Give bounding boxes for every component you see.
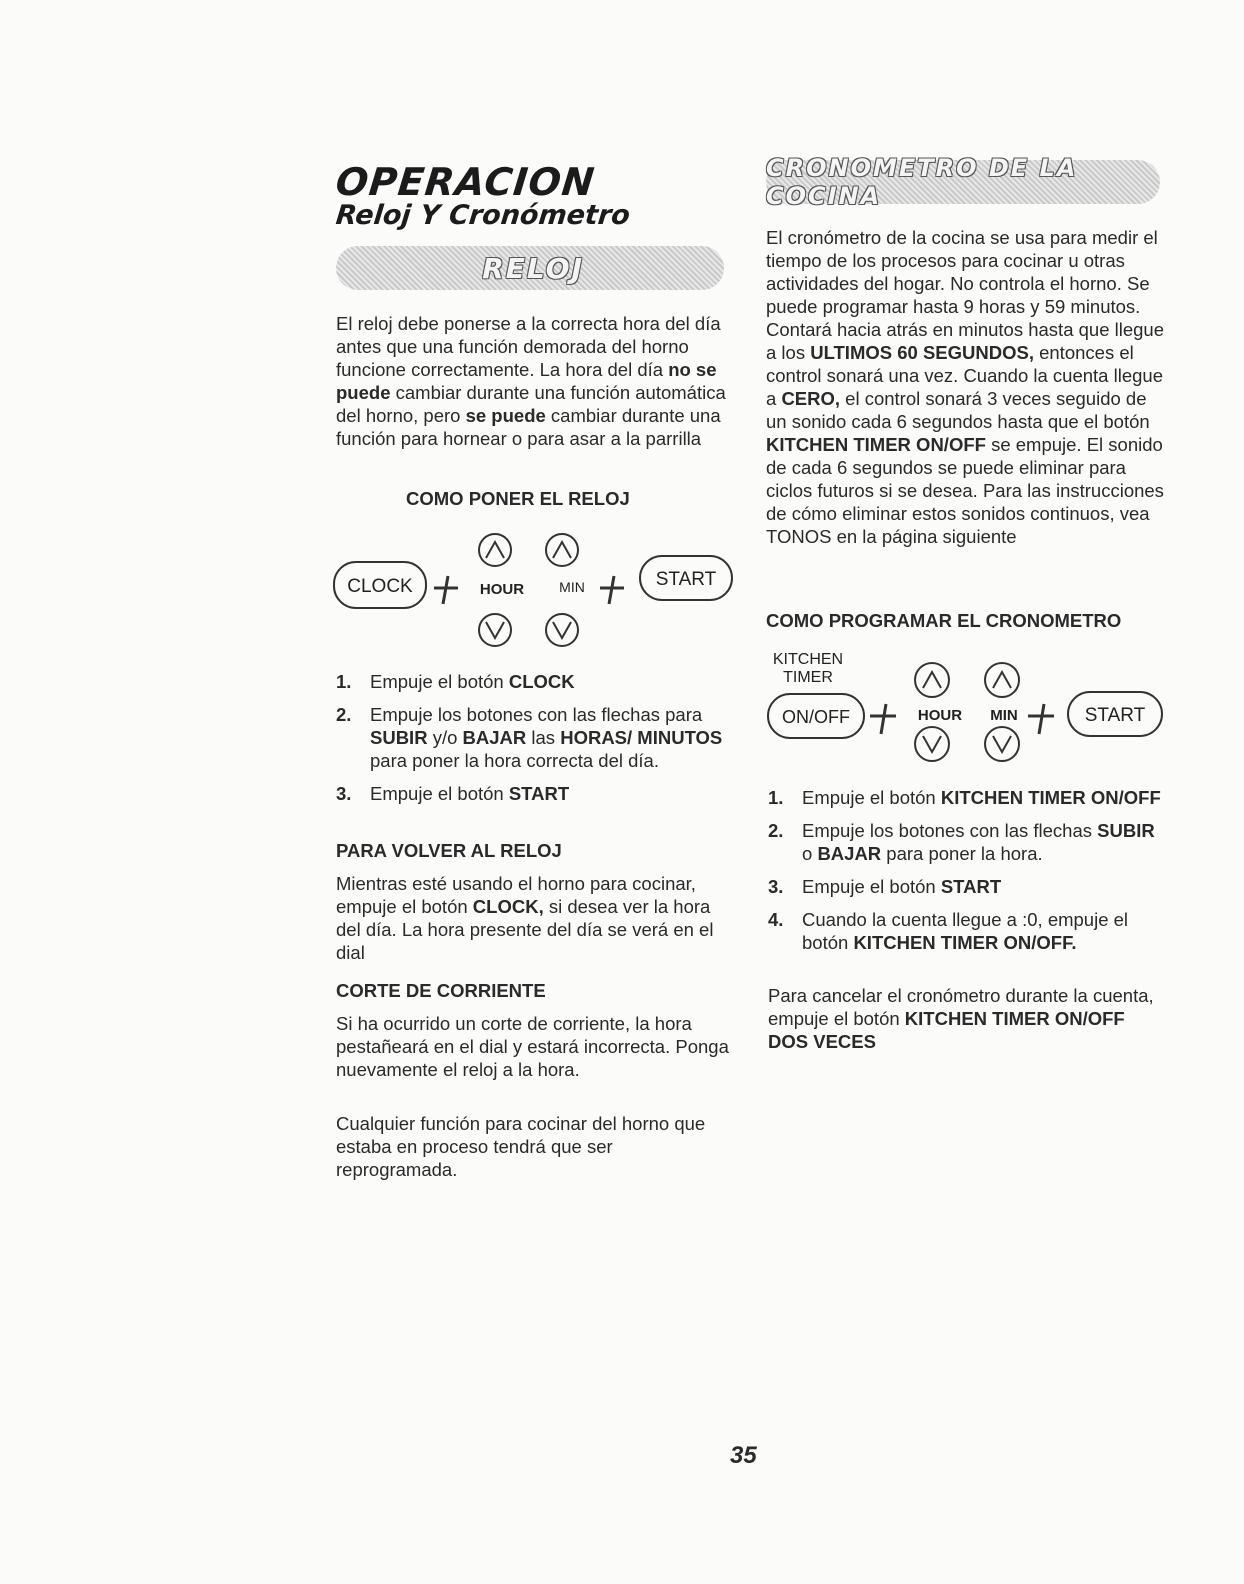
emphasis: BAJAR xyxy=(817,843,882,864)
list-item xyxy=(768,786,1168,809)
plus-icon xyxy=(434,576,458,604)
min-label: MIN xyxy=(559,579,585,595)
section-banner-reloj xyxy=(336,246,724,290)
emphasis: HORAS/ MINUTOS xyxy=(560,727,723,748)
text: las xyxy=(526,727,561,748)
text: Empuje el botón xyxy=(370,671,509,692)
clock-button[interactable] xyxy=(334,562,426,608)
text: se empuje. El sonido de cada 6 segundos se puede eliminar para ciclos futuros si se desea. Para las instrucciones de cómo eliminar estos sonidos continuos, vea TONOS en la página siguiente xyxy=(766,434,1164,547)
timer-keypad-diagram xyxy=(760,644,1166,768)
plus-icon xyxy=(600,576,624,604)
text: el control sonará 3 veces seguido de un sonido cada 6 segundos hasta que el botón xyxy=(766,388,1150,432)
emphasis: no se puede xyxy=(336,359,717,403)
section-heading-power: CORTE DE CORRIENTE xyxy=(336,980,546,1001)
emphasis: START xyxy=(940,876,1002,897)
list-item xyxy=(336,670,736,693)
power-text: Si ha ocurrido un corte de corriente, la hora pestañeará en el dial y estará incorrecta. Ponga nuevamente el reloj a la hora. xyxy=(336,1013,729,1080)
emphasis: SUBIR xyxy=(1097,820,1155,841)
section-heading-set-clock: COMO PONER EL RELOJ xyxy=(406,488,630,509)
reprogram-text: Cualquier función para cocinar del horno que estaba en proceso tendrá que ser reprogramada. xyxy=(336,1113,706,1180)
list-item xyxy=(768,875,1168,898)
plus-icon xyxy=(870,704,896,734)
hour-down-button[interactable] xyxy=(479,614,511,646)
text: El reloj debe ponerse a la correcta hora del día antes que una función demorada del horno funcione correctamente. La hora del día xyxy=(336,313,721,380)
step-number: 3. xyxy=(336,783,352,804)
text: cambiar durante una función para hornear o para asar a la parrilla xyxy=(336,405,721,449)
banner-label: RELOJ xyxy=(482,251,584,285)
text: para poner la hora. xyxy=(881,843,1043,864)
list-item xyxy=(768,908,1168,954)
section-heading-return: PARA VOLVER AL RELOJ xyxy=(336,840,562,861)
start-button[interactable] xyxy=(640,556,732,600)
page-number: 35 xyxy=(730,1442,757,1469)
kitchen-label: KITCHEN xyxy=(772,651,844,668)
start-button[interactable] xyxy=(1068,692,1162,736)
text: Para cancelar el cronómetro durante la cuenta, empuje el botón xyxy=(768,985,1154,1029)
step-number: 4. xyxy=(768,909,784,930)
section-banner-cronometro xyxy=(766,154,1160,210)
text: Empuje el botón xyxy=(802,876,941,897)
hour-up-button[interactable] xyxy=(915,663,949,697)
text: Cuando la cuenta llegue a :0, empuje el botón xyxy=(802,909,1129,953)
hour-label: HOUR xyxy=(479,581,525,598)
hour-up-button[interactable] xyxy=(479,534,511,566)
text: Empuje el botón xyxy=(370,783,509,804)
step-number: 2. xyxy=(336,704,352,725)
min-up-button[interactable] xyxy=(985,663,1019,697)
emphasis: CERO, xyxy=(781,388,841,409)
start-button-label: START xyxy=(655,569,717,590)
list-item xyxy=(768,819,1168,865)
emphasis: KITCHEN TIMER ON/OFF xyxy=(766,434,986,455)
step-number: 3. xyxy=(768,876,784,897)
min-down-button[interactable] xyxy=(985,727,1019,761)
text: Mientras esté usando el horno para cocinar, empuje el botón xyxy=(336,873,696,917)
emphasis: se puede xyxy=(465,405,546,426)
text: Empuje el botón xyxy=(802,787,941,808)
emphasis: ULTIMOS 60 SEGUNDOS, xyxy=(810,342,1034,363)
clock-button-label: CLOCK xyxy=(347,576,413,597)
clock-keypad-diagram xyxy=(330,520,736,660)
list-item xyxy=(336,703,736,772)
emphasis: KITCHEN TIMER ON/OFF. xyxy=(853,932,1077,953)
hour-label: HOUR xyxy=(917,707,963,724)
text: Empuje los botones con las flechas xyxy=(802,820,1098,841)
hour-down-button[interactable] xyxy=(915,727,949,761)
banner-label: CRONOMETRO DE LA COCINA xyxy=(766,154,1078,210)
program-timer-steps xyxy=(768,786,1168,964)
page-subtitle: Reloj Y Cronómetro xyxy=(334,200,632,231)
start-button-label: START xyxy=(1084,705,1146,726)
text: Empuje los botones con las flechas para xyxy=(370,704,703,725)
timer-label: TIMER xyxy=(783,669,833,686)
text: o xyxy=(802,843,818,864)
min-down-button[interactable] xyxy=(546,614,578,646)
emphasis: CLOCK, xyxy=(472,896,544,917)
text: El cronómetro de la cocina se usa para medir el tiempo de los procesos para cocinar u otras actividades del hogar. No controla el horno. Se puede programar hasta 9 horas y 59 minutos. Contará hacia atrás en minutos hasta que llegue a los xyxy=(766,227,1165,363)
min-label: MIN xyxy=(990,707,1018,724)
return-text xyxy=(336,872,736,964)
emphasis: CLOCK xyxy=(508,671,575,692)
step-number: 2. xyxy=(768,820,784,841)
emphasis: SUBIR xyxy=(370,727,428,748)
reloj-intro xyxy=(336,312,736,450)
step-number: 1. xyxy=(336,671,352,692)
cancel-text xyxy=(768,984,1168,1053)
emphasis: BAJAR xyxy=(462,727,527,748)
list-item xyxy=(336,782,736,805)
text: para poner la hora correcta del día. xyxy=(370,750,659,771)
plus-icon xyxy=(1028,704,1054,734)
section-heading-program-timer: COMO PROGRAMAR EL CRONOMETRO xyxy=(766,610,1122,631)
step-number: 1. xyxy=(768,787,784,808)
emphasis: START xyxy=(508,783,570,804)
emphasis: KITCHEN TIMER ON/OFF xyxy=(940,787,1161,808)
text: cambiar durante una función automática del horno, pero xyxy=(336,382,726,426)
onoff-button-label: ON/OFF xyxy=(782,707,850,727)
text: entonces el control sonará una vez. Cuando la cuenta llegue a xyxy=(766,342,1163,409)
text: y/o xyxy=(427,727,463,748)
kitchen-timer-onoff-button[interactable] xyxy=(768,694,864,738)
set-clock-steps xyxy=(336,670,736,815)
text: si desea ver la hora del día. La hora presente del día se verá en el dial xyxy=(336,896,714,963)
cronometro-intro xyxy=(766,226,1166,548)
emphasis: KITCHEN TIMER ON/OFF DOS VECES xyxy=(768,1008,1125,1052)
min-up-button[interactable] xyxy=(546,534,578,566)
page-title: OPERACION xyxy=(333,160,598,204)
